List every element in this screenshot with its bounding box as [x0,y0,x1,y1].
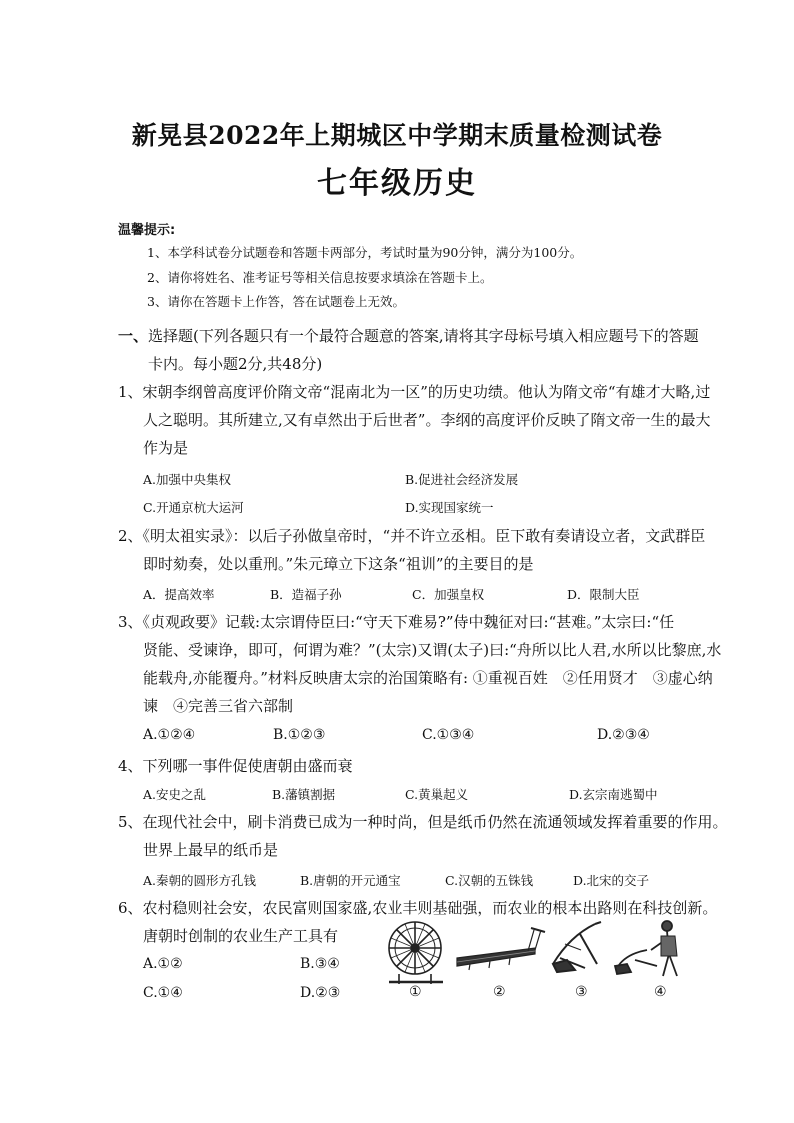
farmer-ploughing-icon [615,921,677,976]
question-1-option-a[interactable]: A.加强中央集权 [143,472,232,487]
question-1-text: 1、宋朝李纲曾高度评价隋文帝“混南北为一区”的历史功绩。他认为隋文帝“有雄才大略,过 [118,383,711,401]
question-2-option-d[interactable]: D．限制大臣 [567,587,640,602]
curved-plough-icon [553,922,601,972]
question-6-option-a[interactable]: A.①② [143,956,183,972]
question-2-text: 2、《明太祖实录》：以后子孙做皇帝时，“并不许立丞相。臣下敢有奏请设立者，文武群臣 [118,527,706,545]
question-3-text: 贤能、受谏诤，即可，何谓为难？”(太宗)又谓(太子)曰:“舟所以比人君,水所以比黎庶,水 [143,641,722,659]
question-3-text: 能载舟,亦能覆舟。”材料反映唐太宗的治国策略有: ①重视百姓 ②任用贤才 ③虚心纳 [143,669,713,687]
question-3-text: 3、《贞观政要》记载:太宗谓侍臣曰:“守天下难易?”侍中魏征对曰:“甚难。”太宗曰:“任 [118,613,675,631]
figure-label-1: ① [409,984,422,1000]
question-1-option-d[interactable]: D.实现国家统一 [405,500,494,515]
question-6-option-c[interactable]: C.①④ [143,985,183,1001]
question-3-option-b[interactable]: B.①②③ [273,727,326,743]
question-1-text: 人之聪明。其所建立,又有卓然出于后世者”。李纲的高度评价反映了隋文帝一生的最大 [143,411,711,429]
question-5-option-b[interactable]: B.唐朝的开元通宝 [300,873,401,888]
question-6-option-d[interactable]: D.②③ [300,985,341,1001]
question-2-option-a[interactable]: A．提高效率 [143,587,215,602]
tip-item: 1、本学科试卷分试题卷和答题卡两部分，考试时量为90分钟，满分为100分。 [147,245,583,260]
question-5-option-d[interactable]: D.北宋的交子 [573,873,650,888]
question-1-text: 作为是 [143,439,189,457]
question-1-option-c[interactable]: C.开通京杭大运河 [143,500,244,515]
exam-subject: 七年级历史 [317,166,477,201]
tip-item: 2、请你将姓名、准考证号等相关信息按要求填涂在答题卡上。 [147,270,493,285]
exam-title: 新晃县2022年上期城区中学期末质量检测试卷 [131,121,663,150]
question-6-option-b[interactable]: B.③④ [300,956,340,972]
section-heading-cont: 卡内。每小题2分,共48分) [148,355,323,373]
question-5-option-c[interactable]: C.汉朝的五铢钱 [445,873,534,888]
tips-heading: 温馨提示: [118,223,176,238]
farming-tools-figure [385,914,685,986]
question-4-option-b[interactable]: B.藩镇割据 [272,787,336,802]
question-2-option-b[interactable]: B．造福子孙 [270,587,342,602]
question-2-option-c[interactable]: C．加强皇权 [412,587,485,602]
water-wheel-icon [389,922,443,984]
question-5-text: 世界上最早的纸币是 [143,841,279,859]
question-5-text: 5、在现代社会中，刷卡消费已成为一种时尚，但是纸币仍然在流通领域发挥着重要的作用。 [118,813,728,831]
section-label: 一、 [118,327,149,345]
question-5-option-a[interactable]: A.秦朝的圆形方孔钱 [143,873,257,888]
question-4-text: 4、下列哪一事件促使唐朝由盛而衰 [118,757,353,775]
figure-label-4: ④ [654,984,667,1000]
question-6-text: 唐朝时创制的农业生产工具有 [143,927,339,945]
figure-label-2: ② [493,984,506,1000]
tip-item: 3、请你在答题卡上作答，答在试题卷上无效。 [147,294,405,309]
question-3-option-d[interactable]: D.②③④ [597,727,650,743]
question-3-option-c[interactable]: C.①③④ [422,727,475,743]
question-4-option-d[interactable]: D.玄宗南逃蜀中 [569,787,658,802]
chain-pump-icon [457,928,545,970]
section-heading: 选择题(下列各题只有一个最符合题意的答案,请将其字母标号填入相应题号下的答题 [148,327,699,345]
question-3-option-a[interactable]: A.①②④ [143,727,196,743]
question-4-option-a[interactable]: A.安史之乱 [143,787,207,802]
question-2-text: 即时劾奏，处以重刑。”朱元璋立下这条“祖训”的主要目的是 [143,555,534,573]
question-3-text: 谏 ④完善三省六部制 [143,697,294,715]
question-4-option-c[interactable]: C.黄巢起义 [405,787,469,802]
question-1-option-b[interactable]: B.促进社会经济发展 [405,472,519,487]
figure-label-3: ③ [575,984,588,1000]
question-6-text: 6、农村稳则社会安，农民富则国家盛,农业丰则基础强，而农业的根本出路则在科技创新。 [118,899,718,917]
